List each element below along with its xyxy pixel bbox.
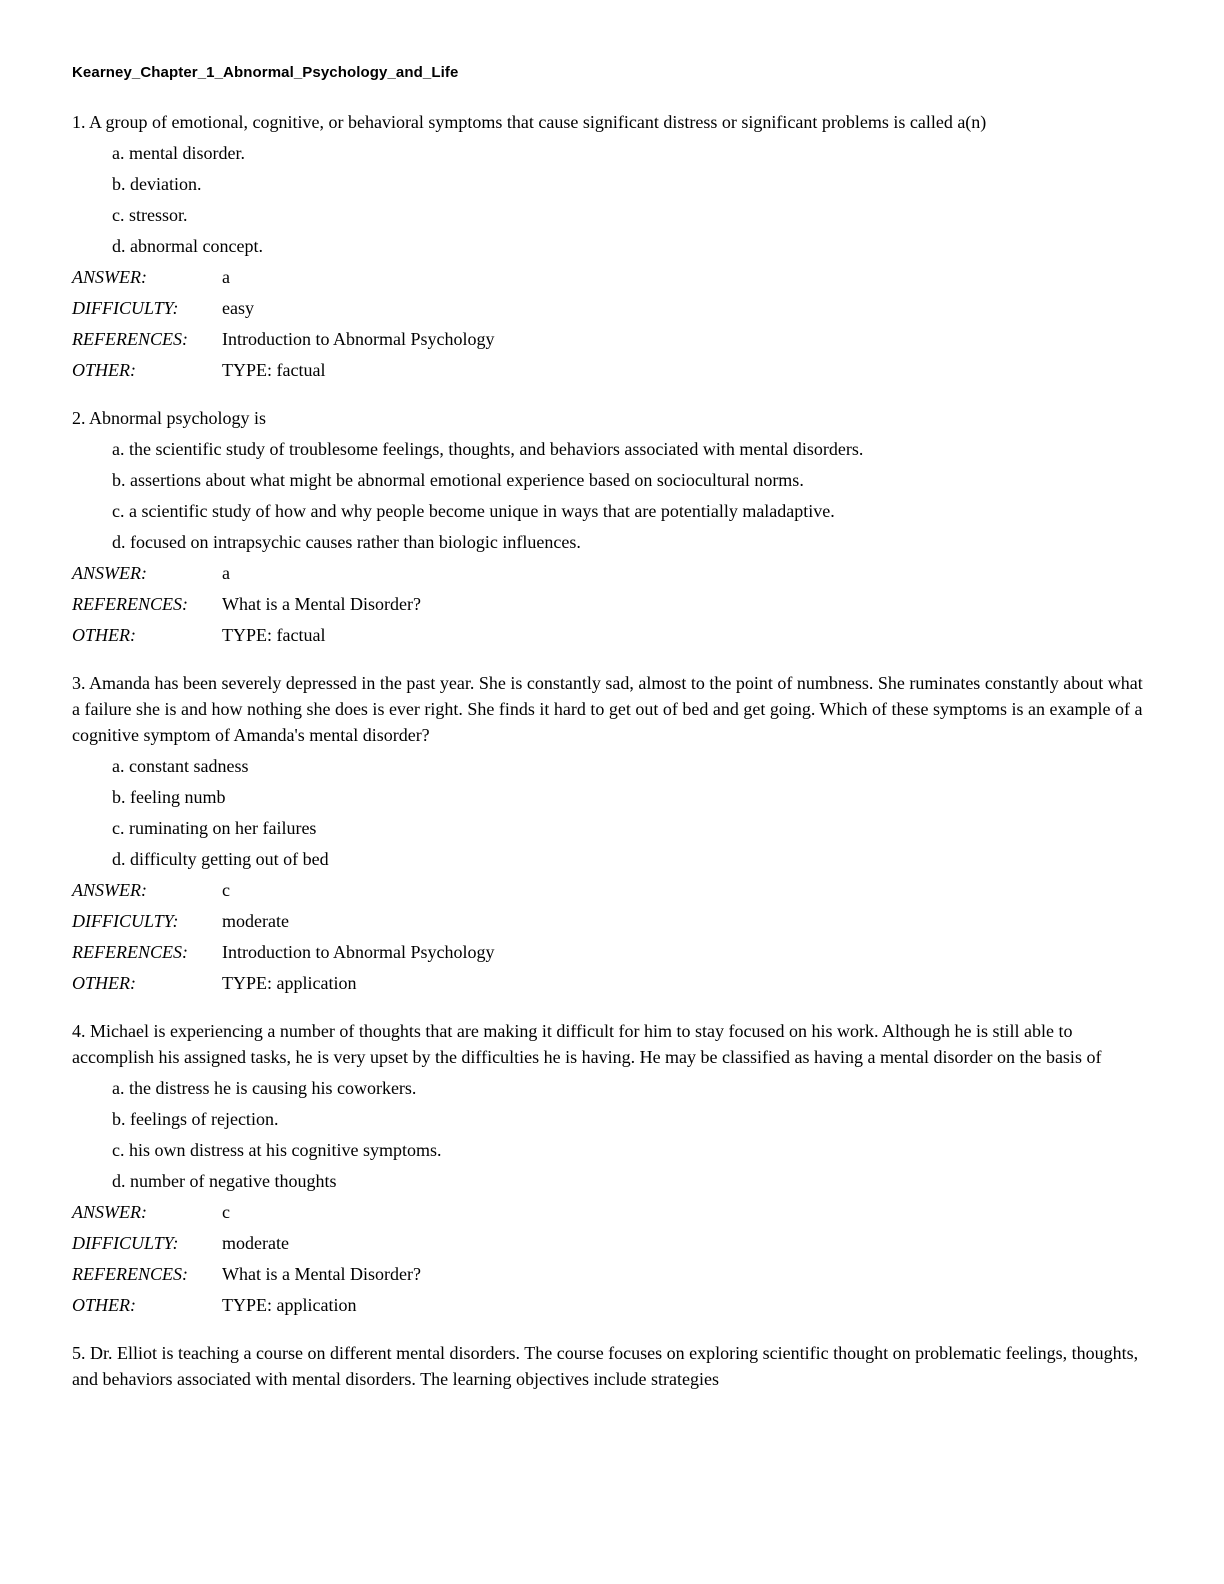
meta-row-answer xyxy=(72,1199,1150,1225)
meta-value: TYPE: factual xyxy=(222,625,326,645)
answer-option-b: b. assertions about what might be abnormal emotional experience based on sociocultural norms. xyxy=(112,470,804,490)
answer-options-list xyxy=(72,753,1150,872)
meta-label: REFERENCES: xyxy=(72,942,188,962)
question-5 xyxy=(72,1340,1150,1392)
question-metadata xyxy=(72,1199,1150,1318)
question-4 xyxy=(72,1018,1150,1318)
question-3 xyxy=(72,670,1150,996)
answer-option-c: c. stressor. xyxy=(112,205,188,225)
meta-row-references xyxy=(72,326,1150,352)
answer-option-c: c. his own distress at his cognitive symptoms. xyxy=(112,1140,442,1160)
meta-value: a xyxy=(222,267,230,287)
answer-option-d: d. difficulty getting out of bed xyxy=(112,849,329,869)
meta-value: c xyxy=(222,880,230,900)
meta-value: Introduction to Abnormal Psychology xyxy=(222,942,495,962)
answer-option-a: a. the distress he is causing his coworkers. xyxy=(112,1078,417,1098)
question-stem: 1. A group of emotional, cognitive, or behavioral symptoms that cause significant distress or significant problems is called a(n) xyxy=(72,112,987,132)
answer-option-b: b. feelings of rejection. xyxy=(112,1109,279,1129)
answer-options-list xyxy=(72,436,1150,555)
meta-row-references xyxy=(72,591,1150,617)
meta-value: moderate xyxy=(222,1233,289,1253)
meta-value: What is a Mental Disorder? xyxy=(222,594,421,614)
answer-option-d: d. abnormal concept. xyxy=(112,236,263,256)
meta-row-other xyxy=(72,357,1150,383)
question-metadata xyxy=(72,560,1150,648)
meta-value: What is a Mental Disorder? xyxy=(222,1264,421,1284)
question-metadata xyxy=(72,264,1150,383)
meta-label: ANSWER: xyxy=(72,267,147,287)
meta-label: OTHER: xyxy=(72,360,136,380)
meta-value: TYPE: application xyxy=(222,1295,357,1315)
meta-value: TYPE: application xyxy=(222,973,357,993)
meta-label: DIFFICULTY: xyxy=(72,911,179,931)
meta-row-answer xyxy=(72,264,1150,290)
question-metadata xyxy=(72,877,1150,996)
meta-row-other xyxy=(72,970,1150,996)
meta-row-references xyxy=(72,1261,1150,1287)
meta-label: DIFFICULTY: xyxy=(72,298,179,318)
meta-row-difficulty xyxy=(72,295,1150,321)
question-2 xyxy=(72,405,1150,648)
questions-container xyxy=(72,109,1150,1392)
question-1 xyxy=(72,109,1150,383)
answer-options-list xyxy=(72,1075,1150,1194)
meta-value: easy xyxy=(222,298,254,318)
meta-row-answer xyxy=(72,560,1150,586)
meta-row-references xyxy=(72,939,1150,965)
question-stem: 3. Amanda has been severely depressed in the past year. She is constantly sad, almost to the point of numbness. She ruminates constantly about what a failure she is and how nothing she does is ever right. She finds it hard to get out of bed and get going. Which of these symptoms is an example of a cognitive symptom of Amanda's mental disorder? xyxy=(72,673,1143,745)
meta-value: TYPE: factual xyxy=(222,360,326,380)
answer-option-c: c. a scientific study of how and why people become unique in ways that are potentially maladaptive. xyxy=(112,501,835,521)
meta-row-other xyxy=(72,1292,1150,1318)
meta-value: moderate xyxy=(222,911,289,931)
meta-label: REFERENCES: xyxy=(72,1264,188,1284)
answer-option-b: b. deviation. xyxy=(112,174,202,194)
answer-option-c: c. ruminating on her failures xyxy=(112,818,317,838)
meta-row-difficulty xyxy=(72,1230,1150,1256)
question-stem: 4. Michael is experiencing a number of thoughts that are making it difficult for him to stay focused on his work. Although he is still able to accomplish his assigned tasks, he is very upset by the difficulties he is having. He may be classified as having a mental disorder on the basis of xyxy=(72,1021,1102,1067)
meta-label: DIFFICULTY: xyxy=(72,1233,179,1253)
meta-label: REFERENCES: xyxy=(72,594,188,614)
meta-value: c xyxy=(222,1202,230,1222)
answer-option-a: a. the scientific study of troublesome feelings, thoughts, and behaviors associated with mental disorders. xyxy=(112,439,864,459)
answer-option-a: a. mental disorder. xyxy=(112,143,245,163)
meta-label: ANSWER: xyxy=(72,563,147,583)
question-stem: 5. Dr. Elliot is teaching a course on different mental disorders. The course focuses on exploring scientific thought on problematic feelings, thoughts, and behaviors associated with mental disorders. The learning objectives include strategies xyxy=(72,1343,1139,1389)
meta-row-difficulty xyxy=(72,908,1150,934)
answer-option-b: b. feeling numb xyxy=(112,787,226,807)
meta-label: ANSWER: xyxy=(72,880,147,900)
answer-option-a: a. constant sadness xyxy=(112,756,249,776)
meta-row-other xyxy=(72,622,1150,648)
answer-options-list xyxy=(72,140,1150,259)
page-title: Kearney_Chapter_1_Abnormal_Psychology_and_Life xyxy=(72,64,459,81)
meta-label: ANSWER: xyxy=(72,1202,147,1222)
meta-row-answer xyxy=(72,877,1150,903)
meta-label: OTHER: xyxy=(72,1295,136,1315)
answer-option-d: d. number of negative thoughts xyxy=(112,1171,337,1191)
meta-label: REFERENCES: xyxy=(72,329,188,349)
meta-label: OTHER: xyxy=(72,625,136,645)
meta-value: Introduction to Abnormal Psychology xyxy=(222,329,495,349)
meta-label: OTHER: xyxy=(72,973,136,993)
meta-value: a xyxy=(222,563,230,583)
answer-option-d: d. focused on intrapsychic causes rather than biologic influences. xyxy=(112,532,581,552)
question-stem: 2. Abnormal psychology is xyxy=(72,408,266,428)
